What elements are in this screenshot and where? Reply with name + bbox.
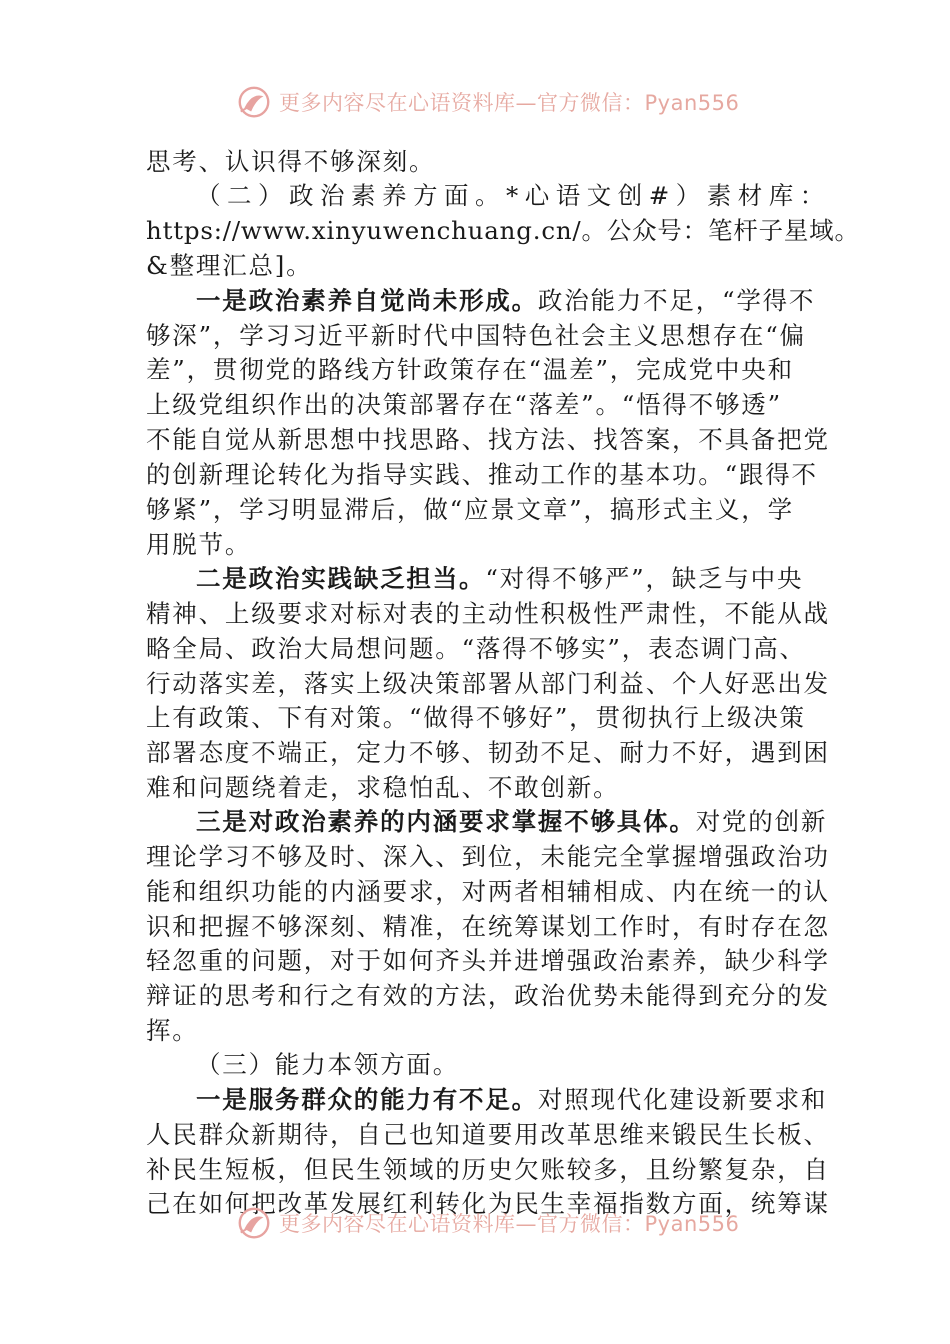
paragraph-lead <box>196 283 816 319</box>
text-line: 思考、认识得不够深刻。 <box>146 147 436 176</box>
text-line: 略全局、政治大局想问题。“落得不够实”，表态调门高、 <box>146 634 806 663</box>
text-line: 辩证的思考和行之有效的方法，政治优势未能得到充分的发 <box>146 981 830 1010</box>
text-line: 精神、上级要求对标对表的主动性积极性严肃性，不能从战 <box>146 599 830 628</box>
watermark-logo-icon <box>235 83 273 121</box>
text-line: 能和组织功能的内涵要求，对两者相辅相成、内在统一的认 <box>146 877 830 906</box>
watermark-text: 更多内容尽在心语资料库—官方微信：Pyan556 <box>279 1212 740 1236</box>
paragraph-lead <box>196 561 811 597</box>
bold-lead: 一是服务群众的能力有不足。 <box>196 1085 538 1114</box>
text-line: 识和把握不够深刻、精准，在统筹谋划工作时，有时存在忽 <box>146 912 830 941</box>
section-heading-2: （二）政治素养方面。*心语文创#）素材库： <box>196 181 831 210</box>
text-line: 难和问题绕着走，求稳怕乱、不敢创新。 <box>146 773 620 802</box>
text-line: 补民生短板，但民生领域的历史欠账较多，且纷繁复杂，自 <box>146 1155 830 1184</box>
footer-watermark <box>235 1203 755 1243</box>
text-line: 行动落实差，落实上级决策部署从部门利益、个人好恶出发 <box>146 669 830 698</box>
text-line: 上级党组织作出的决策部署存在“落差”。“悟得不够透” <box>146 390 782 419</box>
paragraph-lead <box>196 1082 828 1118</box>
text-line: 部署态度不端正，定力不够、韧劲不足、耐力不好，遇到困 <box>146 738 830 767</box>
text-span: “对得不够严”，缺乏与中央 <box>485 564 804 593</box>
text-line: &整理汇总]。 <box>146 251 313 280</box>
watermark-logo-icon <box>235 1204 273 1242</box>
text-line: 轻忽重的问题，对于如何齐头并进增强政治素养，缺少科学 <box>146 946 830 975</box>
text-span: 对照现代化建设新要求和 <box>537 1085 828 1114</box>
text-line: 够紧”，学习明显滞后，做“应景文章”，搞形式主义，学 <box>146 495 794 524</box>
text-line: 的创新理论转化为指导实践、推动工作的基本功。“跟得不 <box>146 460 818 489</box>
paragraph-lead <box>196 804 828 840</box>
watermark-text: 更多内容尽在心语资料库—官方微信：Pyan556 <box>279 91 740 115</box>
text-line: 人民群众新期待，自己也知道要用改革思维来锻民生长板、 <box>146 1120 830 1149</box>
text-line: 挥。 <box>146 1016 199 1045</box>
text-line: 上有政策、下有对策。“做得不够好”，贯彻执行上级决策 <box>146 703 806 732</box>
text-line: 用脱节。 <box>146 530 252 559</box>
text-line: 够深”，学习习近平新时代中国特色社会主义思想存在“偏 <box>146 321 806 350</box>
bold-lead: 二是政治实践缺乏担当。 <box>196 564 486 593</box>
text-line: 己在如何把改革发展红利转化为民生幸福指数方面，统筹谋 <box>146 1189 830 1218</box>
text-span: 对党的创新 <box>695 807 828 836</box>
section-heading-3: （三）能力本领方面。 <box>196 1050 459 1079</box>
bold-lead: 三是对政治素养的内涵要求掌握不够具体。 <box>196 807 696 836</box>
text-span: 政治能力不足，“学得不 <box>537 286 816 315</box>
bold-lead: 一是政治素养自觉尚未形成。 <box>196 286 538 315</box>
text-line: https://www.xinyuwenchuang.cn/。公众号：笔杆子星域。 <box>146 216 860 245</box>
text-line: 理论学习不够及时、深入、到位，未能完全掌握增强政治功 <box>146 842 830 871</box>
header-watermark <box>235 82 755 122</box>
text-line: 不能自觉从新思想中找思路、找方法、找答案，不具备把党 <box>146 425 830 454</box>
text-line: 差”，贯彻党的路线方针政策存在“温差”，完成党中央和 <box>146 355 794 384</box>
